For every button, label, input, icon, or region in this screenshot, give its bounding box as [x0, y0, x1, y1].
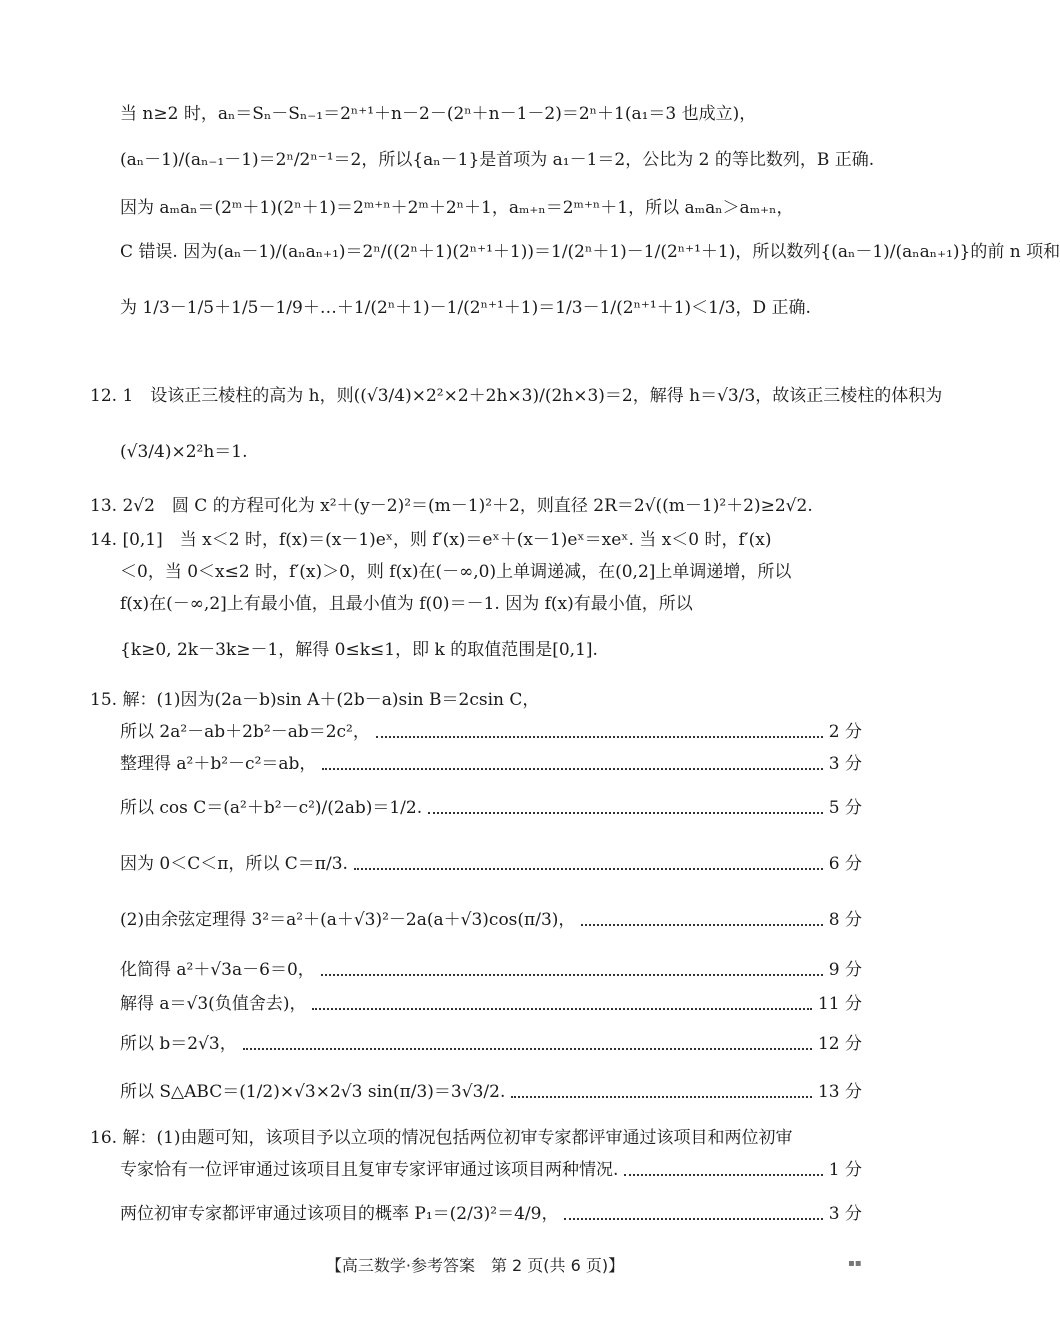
corner-mark: ▪▪: [848, 1258, 862, 1269]
dot-leader: [624, 1174, 822, 1176]
scored-step-line: [120, 796, 862, 820]
answer-text: 12. 1 设该正三棱柱的高为 h，则((√3/4)×2²×2＋2h×3)/(2h×3)＝2，解得 h＝√3/3，故该正三棱柱的体积为: [90, 386, 943, 406]
scored-step-line: [120, 1032, 862, 1056]
answer-text: 当 n≥2 时，aₙ＝Sₙ－Sₙ₋₁＝2ⁿ⁺¹＋n－2－(2ⁿ＋n－1－2)＝2ⁿ＋1(a₁＝3 也成立)，: [120, 104, 757, 124]
answer-line: [120, 592, 862, 616]
answer-line: [120, 102, 862, 126]
answer-text: 因为 aₘaₙ＝(2ᵐ＋1)(2ⁿ＋1)＝2ᵐ⁺ⁿ＋2ᵐ＋2ⁿ＋1，aₘ₊ₙ＝2ᵐ⁺ⁿ＋1，所以 aₘaₙ＞aₘ₊ₙ，: [120, 198, 794, 218]
answer-text: 所以 cos C＝(a²＋b²－c²)/(2ab)＝1/2.: [120, 798, 423, 818]
answer-line: [90, 528, 862, 552]
answer-text: (2)由余弦定理得 3²＝a²＋(a＋√3)²－2a(a＋√3)cos(π/3)，: [120, 910, 576, 930]
dot-leader: [376, 736, 823, 738]
dot-leader: [321, 974, 823, 976]
answer-line: [120, 560, 862, 584]
dot-leader: [428, 812, 823, 814]
dot-leader: [511, 1096, 812, 1098]
scored-step-line: [120, 992, 862, 1016]
dot-leader: [581, 924, 822, 926]
scored-step-line: [120, 1202, 862, 1226]
answer-text: 专家恰有一位评审通过该项目且复审专家评审通过该项目两种情况.: [120, 1160, 619, 1180]
score-points: 3 分: [828, 754, 862, 774]
score-points: 2 分: [828, 722, 862, 742]
answer-line: [90, 688, 862, 712]
answer-text: 因为 0＜C＜π，所以 C＝π/3.: [120, 854, 348, 874]
scored-step-line: [120, 1080, 862, 1104]
score-points: 8 分: [828, 910, 862, 930]
answer-text: 两位初审专家都评审通过该项目的概率 P₁＝(2/3)²＝4/9，: [120, 1204, 559, 1224]
answer-line: [90, 384, 943, 408]
answer-text: 15. 解：(1)因为(2a－b)sin A＋(2b－a)sin B＝2csin C，: [90, 690, 540, 710]
answer-text: (aₙ－1)/(aₙ₋₁－1)＝2ⁿ/2ⁿ⁻¹＝2，所以{aₙ－1}是首项为 a₁－1＝2，公比为 2 的等比数列，B 正确.: [120, 150, 875, 170]
score-points: 13 分: [817, 1082, 862, 1102]
score-points: 9 分: [828, 960, 862, 980]
answer-text: 所以 S△ABC＝(1/2)×√3×2√3 sin(π/3)＝3√3/2.: [120, 1082, 506, 1102]
answer-text: 所以 2a²－ab＋2b²－ab＝2c²，: [120, 722, 370, 742]
scored-step-line: [120, 908, 862, 932]
score-points: 11 分: [817, 994, 862, 1014]
answer-text: 为 1/3－1/5＋1/5－1/9＋…＋1/(2ⁿ＋1)－1/(2ⁿ⁺¹＋1)＝1/3－1/(2ⁿ⁺¹＋1)＜1/3，D 正确.: [120, 298, 811, 318]
dot-leader: [322, 768, 822, 770]
page-footer: 【高三数学·参考答案 第 2 页(共 6 页)】: [325, 1256, 625, 1275]
scored-step-line: [120, 852, 862, 876]
answer-text: 解得 a＝√3(负值舍去)，: [120, 994, 307, 1014]
scored-step-line: [120, 752, 862, 776]
dot-leader: [564, 1218, 822, 1220]
score-points: 1 分: [828, 1160, 862, 1180]
dot-leader: [243, 1048, 812, 1050]
answer-line: [120, 638, 862, 662]
score-points: 6 分: [828, 854, 862, 874]
answer-text: 整理得 a²＋b²－c²＝ab，: [120, 754, 317, 774]
score-points: 12 分: [817, 1034, 862, 1054]
score-points: 3 分: [828, 1204, 862, 1224]
answer-text: (√3/4)×2²h＝1.: [120, 442, 248, 462]
answer-line: [90, 1126, 862, 1150]
answer-text: 13. 2√2 圆 C 的方程可化为 x²＋(y－2)²＝(m－1)²＋2，则直径 2R＝2√((m－1)²＋2)≥2√2.: [90, 496, 813, 516]
scored-step-line: [120, 958, 862, 982]
answer-text: ＜0，当 0＜x≤2 时，f′(x)＞0，则 f(x)在(－∞,0)上单调递减，在(0,2]上单调递增，所以: [120, 562, 792, 582]
scored-step-line: [120, 720, 862, 744]
answer-line: [120, 148, 875, 172]
score-points: 5 分: [828, 798, 862, 818]
answer-text: {k≥0, 2k－3k≥－1，解得 0≤k≤1，即 k 的取值范围是[0,1].: [120, 640, 598, 660]
answer-text: 16. 解：(1)由题可知，该项目予以立项的情况包括两位初审专家都评审通过该项目和两位初审: [90, 1128, 793, 1148]
answer-line: [120, 196, 862, 220]
answer-text: C 错误. 因为(aₙ－1)/(aₙaₙ₊₁)＝2ⁿ/((2ⁿ＋1)(2ⁿ⁺¹＋1))＝1/(2ⁿ＋1)－1/(2ⁿ⁺¹＋1)，所以数列{(aₙ－1)/(aₙaₙ₊₁)}的前 n 项和: [120, 242, 1060, 262]
answer-text: 所以 b＝2√3，: [120, 1034, 237, 1054]
scored-step-line: [120, 1158, 862, 1182]
dot-leader: [354, 868, 823, 870]
answer-line: [120, 240, 1060, 264]
answer-text: 化简得 a²＋√3a－6＝0，: [120, 960, 315, 980]
answer-text: 14. [0,1] 当 x＜2 时，f(x)＝(x－1)eˣ，则 f′(x)＝eˣ＋(x－1)eˣ＝xeˣ. 当 x＜0 时，f′(x): [90, 530, 772, 550]
dot-leader: [312, 1008, 812, 1010]
answer-text: f(x)在(－∞,2]上有最小值，且最小值为 f(0)＝－1. 因为 f(x)有最小值，所以: [120, 594, 693, 614]
answer-line: [90, 494, 862, 518]
answer-line: [120, 296, 862, 320]
answer-line: [120, 440, 862, 464]
